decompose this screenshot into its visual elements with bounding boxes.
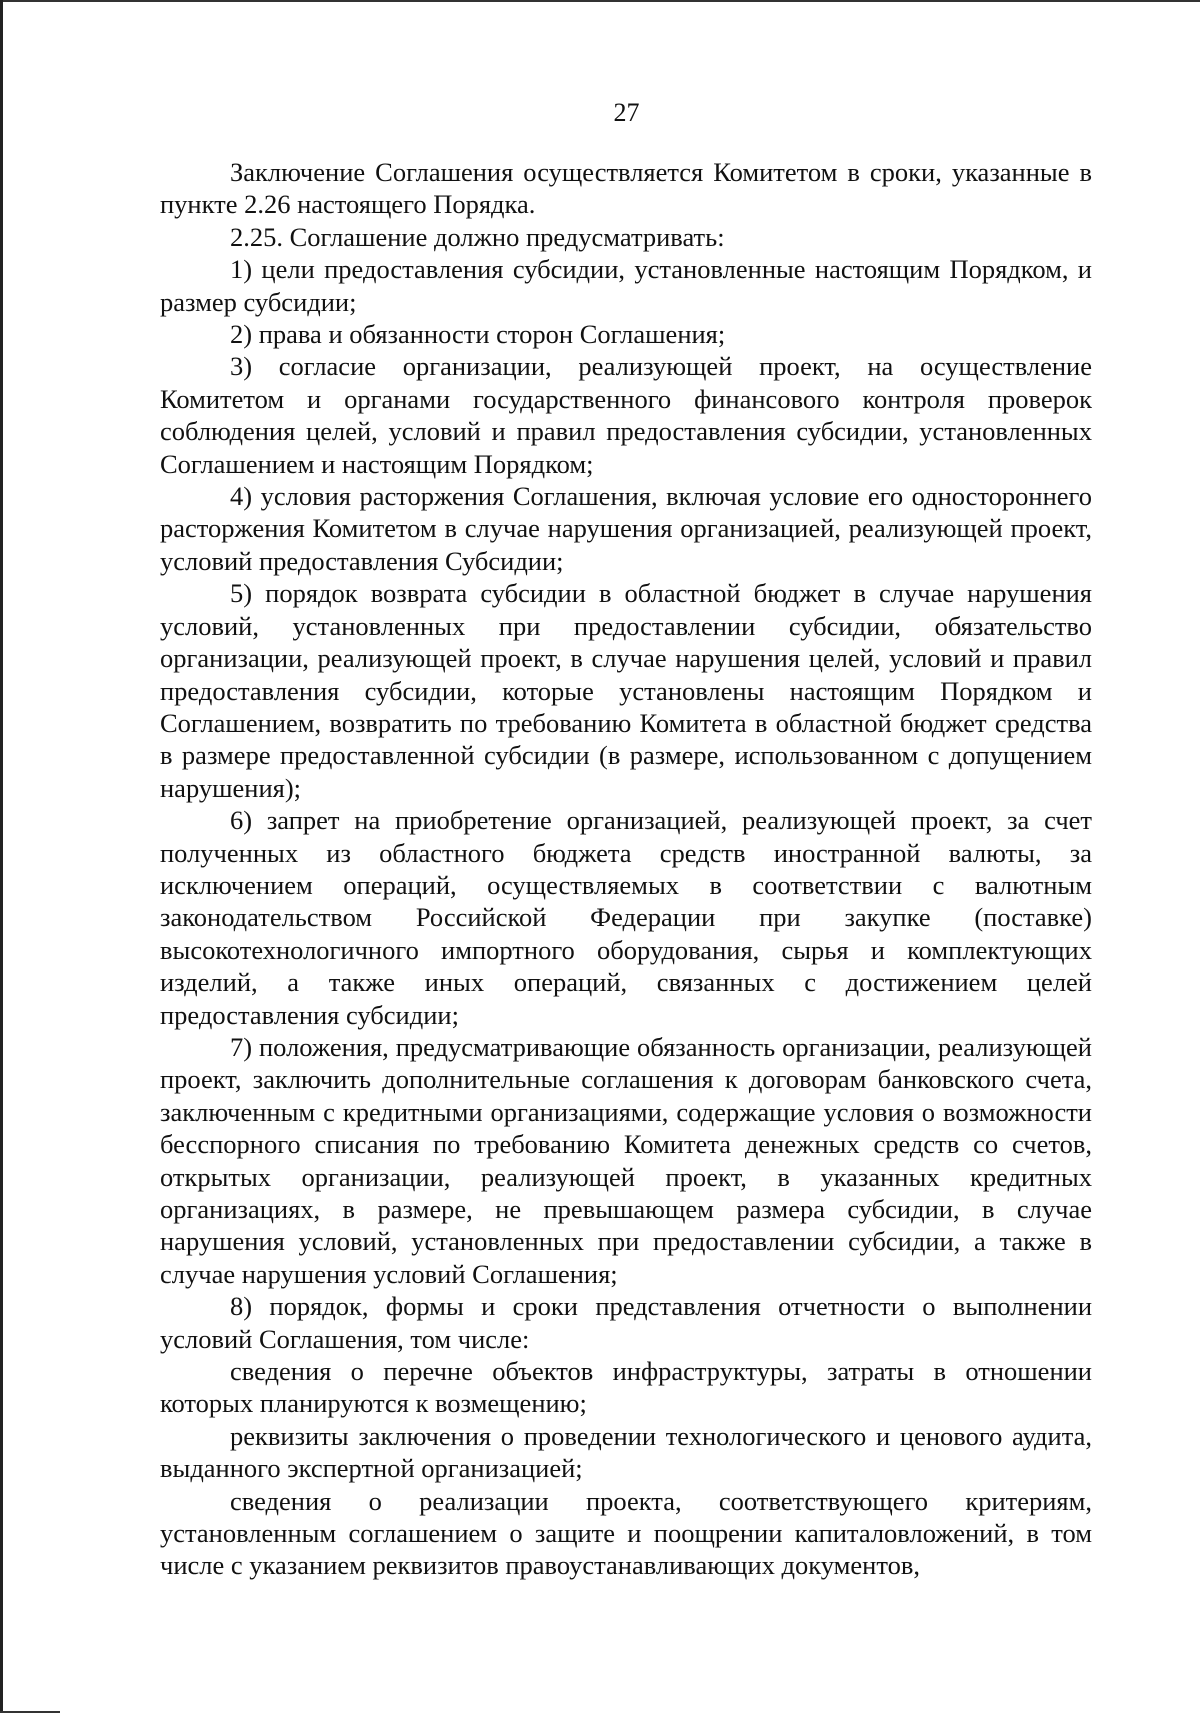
- paragraph-item-6: 6) запрет на приобретение организацией, реализующей проект, за счет полученных из областного бюджета средств иностранной валюты, за исключением операций, осуществляемых в соответствии с валютным законодательством Российской Федерации при закупке (поставке) высокотехнологичного импортного оборудования, сырья и комплектующих изделий, а также иных операций, связанных с достижением целей предоставления субсидии;: [160, 805, 1092, 1030]
- paragraph-item-8: 8) порядок, формы и сроки представления отчетности о выполнении условий Соглашения, том числе:: [160, 1291, 1092, 1354]
- paragraph-infrastructure-list: сведения о перечне объектов инфраструктуры, затраты в отношении которых планируются к возмещению;: [160, 1356, 1092, 1419]
- document-body: [160, 156, 1092, 1582]
- paragraph-2-25-heading: 2.25. Соглашение должно предусматривать:: [230, 221, 725, 252]
- paragraph-audit-details: реквизиты заключения о проведении технологического и ценового аудита, выданного экспертной организацией;: [160, 1420, 1092, 1484]
- paragraph-project-info: сведения о реализации проекта, соответствующего критериям, установленным соглашением о защите и поощрении капиталовложений, в том числе с указанием реквизитов правоустанавливающих документов,: [160, 1485, 1092, 1581]
- scan-edge-top: [0, 0, 1200, 2]
- scan-edge-left: [0, 0, 3, 1713]
- paragraph-item-5: 5) порядок возврата субсидии в областной бюджет в случае нарушения условий, установленных при предоставлении субсидии, обязательство организации, реализующей проект, в случае нарушения целей, условий и правил предоставления субсидии, которые установлены настоящим Порядком и Соглашением, возвратить по требованию Комитета в областной бюджет средства в размере предоставленной субсидии (в размере, использованном с допущением нарушения);: [160, 578, 1092, 803]
- paragraph-agreement-conclusion: Заключение Соглашения осуществляется Комитетом в сроки, указанные в пункте 2.26 настоящего Порядка.: [160, 157, 1092, 220]
- page-number: 27: [613, 98, 640, 127]
- paragraph-item-3: 3) согласие организации, реализующей проект, на осуществление Комитетом и органами государственного финансового контроля проверок соблюдения целей, условий и правил предоставления субсидии, установленных Соглашением и настоящим Порядком;: [160, 351, 1092, 479]
- paragraph-item-7: 7) положения, предусматривающие обязанность организации, реализующей проект, заключить дополнительные соглашения к договорам банковского счета, заключенным с кредитными организациями, содержащие условия о возможности бесспорного списания по требованию Комитета денежных средств со счетов, открытых организации, реализующей проект, в указанных кредитных организациях, в размере, не превышающем размера субсидии, в случае нарушения условий, установленных при предоставлении субсидии, а также в случае нарушения условий Соглашения;: [160, 1031, 1092, 1289]
- paragraph-item-2: 2) права и обязанности сторон Соглашения;: [230, 319, 726, 350]
- paragraph-item-4: 4) условия расторжения Соглашения, включая условие его одностороннего расторжения Комитетом в случае нарушения организацией, реализующей проект, условий предоставления Субсидии;: [160, 481, 1092, 576]
- paragraph-item-1: 1) цели предоставления субсидии, установленные настоящим Порядком, и размер субсидии;: [160, 254, 1092, 317]
